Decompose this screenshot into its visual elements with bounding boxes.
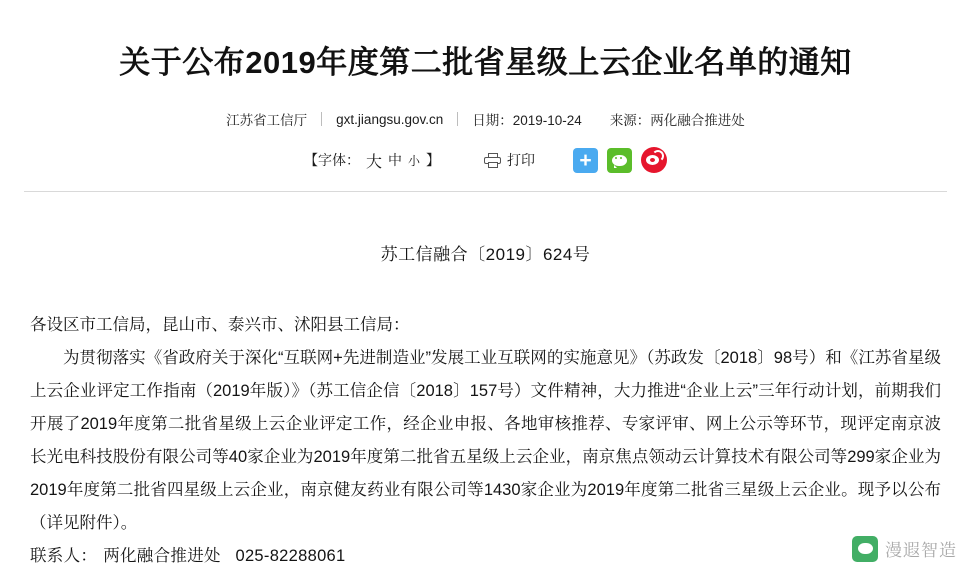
- document-number: 苏工信融合〔2019〕624号: [380, 245, 591, 265]
- meta-site-url[interactable]: gxt.jiangsu.gov.cn: [336, 111, 444, 127]
- contact-name: 两化融合推进处: [103, 547, 221, 566]
- printer-icon: [484, 153, 501, 168]
- document-body: [30, 309, 941, 573]
- body-paragraph-1: 为贯彻落实《省政府关于深化“互联网+先进制造业”发展工业互联网的实施意见》（苏政发〔2018〕98号）和《江苏省星级上云企业评定工作指南（2019年版）》（苏工信企信〔2018〕157号）文件精神，大力推进“企业上云”三年行动计划，前期我们开展了2019年度第二批省星级上云企业评定工作，经企业申报、各地审核推荐、专家评审、网上公示等环节，现评定南京波长光电科技股份有限公司等40家企业为2019年度第二批省五星级上云企业，南京焦点领动云计算技术有限公司等299家企业为2019年度第二批省四星级上云企业，南京健友药业有限公司等1430家企业为2019年度第二批省三星级上云企业。现予以公布（详见附件）。: [30, 349, 941, 533]
- meta-department: 江苏省工信厅: [226, 113, 308, 129]
- document-page: [0, 21, 971, 570]
- print-button[interactable]: [484, 150, 535, 170]
- print-label: 打印: [507, 152, 536, 169]
- meta-source: 来源：两化融合推进处: [609, 113, 745, 129]
- font-size-large-button[interactable]: 大: [365, 153, 382, 171]
- article-toolbar: [0, 147, 971, 173]
- contact-label: 联系人：: [30, 547, 98, 566]
- share-buttons: [573, 147, 667, 173]
- page-title: 关于公布2019年度第二批省星级上云企业名单的通知: [119, 44, 852, 80]
- weibo-icon[interactable]: [641, 147, 667, 173]
- watermark-text: 漫遐智造: [885, 541, 957, 561]
- font-size-suffix: 】: [426, 152, 441, 169]
- font-size-prefix: 【字体：: [303, 152, 360, 169]
- meta-date: 日期：2019-10-24: [472, 113, 582, 129]
- share-plus-icon[interactable]: +: [573, 148, 598, 173]
- font-size-medium-button[interactable]: 中: [388, 152, 402, 169]
- contact-phone: 025-82288061: [235, 547, 346, 566]
- recipients-line: 各设区市工信局，昆山市、泰兴市、沭阳县工信局：: [30, 316, 410, 335]
- header-divider: [24, 191, 947, 192]
- font-size-small-button[interactable]: 小: [408, 153, 421, 168]
- wechat-icon[interactable]: [607, 148, 632, 173]
- article-meta: [0, 109, 971, 129]
- font-size-control: [304, 149, 440, 172]
- contact-line: [30, 540, 941, 573]
